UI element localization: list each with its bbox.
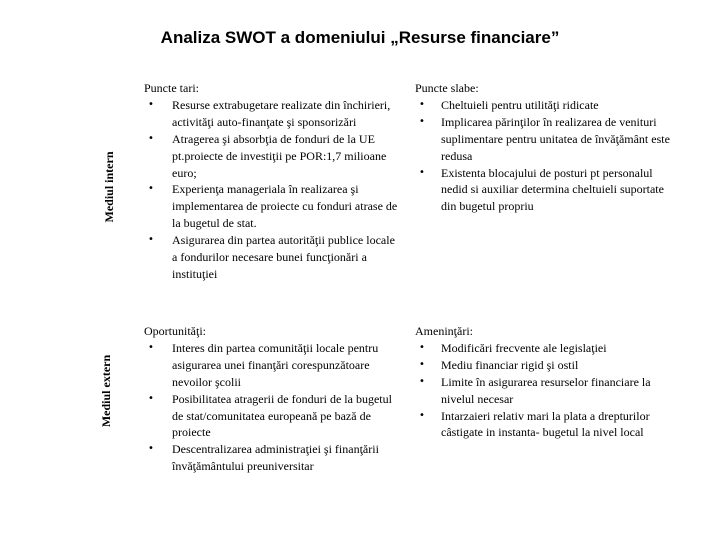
list-item-text: Atragerea şi absorbţia de fonduri de la UE pt.proiecte de investiţii pe POR:1,7 milioane euro; [172,131,387,180]
list-item-text: Limite în asigurarea resurselor financiare la nivelul necesar [441,374,651,406]
list-item [144,232,402,283]
bullet-icon: • [148,341,154,353]
list-item [144,340,406,391]
side-label-mediul-intern: Mediul intern [102,151,116,223]
list-item-text: Interes din partea comunităţii locale pentru asigurarea unei finanţări corespunzătoare nevoilor şcolii [172,340,379,389]
bullet-icon: • [148,392,154,404]
list-item [415,114,680,165]
bullet-icon: • [419,341,425,353]
list-item-text: Experienţa manageriala în realizarea şi implementarea de proiecte cu fonduri atrase de la bugetul de stat. [172,182,398,231]
list-item [144,391,406,442]
threats-list [415,340,680,441]
weaknesses-quadrant [415,80,680,215]
list-item [144,441,406,475]
threats-heading: Ameninţări: [415,324,473,338]
page-title: Analiza SWOT a domeniului „Resurse financiare” [160,28,560,47]
list-item-text: Intarzaieri relativ mari la plata a drepturilor câstigate in instanta- bugetul la nivel local [441,408,650,440]
list-item [144,131,402,182]
opportunities-list [144,340,406,475]
list-item [415,97,680,114]
list-item-text: Cheltuieli pentru utilităţi ridicate [441,97,599,112]
bullet-icon: • [419,115,425,127]
list-item [415,374,680,408]
threats-quadrant [415,323,680,441]
opportunities-heading: Oportunităţi: [144,324,206,338]
bullet-icon: • [419,166,425,178]
bullet-icon: • [148,132,154,144]
strengths-list [144,97,402,283]
list-item [415,165,680,216]
strengths-heading: Puncte tari: [144,81,199,95]
weaknesses-list [415,97,680,215]
side-label-mediul-extern: Mediul extern [99,354,113,428]
list-item [415,357,680,374]
bullet-icon: • [419,98,425,110]
list-item [415,340,680,357]
bullet-icon: • [419,375,425,387]
list-item-text: Modificări frecvente ale legislaţiei [441,340,607,355]
bullet-icon: • [419,409,425,421]
list-item [415,408,680,442]
list-item-text: Posibilitatea atragerii de fonduri de la bugetul de stat/comunitatea europeană pe bază de proiecte [172,391,392,440]
list-item [144,181,402,232]
list-item-text: Existenta blocajului de posturi pt personalul nedid si auxiliar determina cheltuieli suportate din bugetul propriu [441,165,664,214]
list-item-text: Resurse extrabugetare realizate din închirieri, activităţi auto-finanţate şi sponsorizări [172,97,391,129]
bullet-icon: • [419,358,425,370]
bullet-icon: • [148,98,154,110]
bullet-icon: • [148,183,154,195]
list-item-text: Implicarea părinţilor în realizarea de venituri suplimentare pentru unitatea de învăţământ este redusa [441,114,670,163]
bullet-icon: • [148,234,154,246]
list-item-text: Mediu financiar rigid şi ostil [441,357,579,372]
weaknesses-heading: Puncte slabe: [415,81,479,95]
list-item-text: Descentralizarea administraţiei şi finanţării învăţământului preuniversitar [172,442,379,474]
strengths-quadrant [144,80,402,283]
list-item-text: Asigurarea din partea autorităţii publice locale a fondurilor necesare bunei funcţionări a instituţiei [172,233,395,281]
list-item [144,97,402,131]
opportunities-quadrant [144,323,406,475]
bullet-icon: • [148,443,154,455]
